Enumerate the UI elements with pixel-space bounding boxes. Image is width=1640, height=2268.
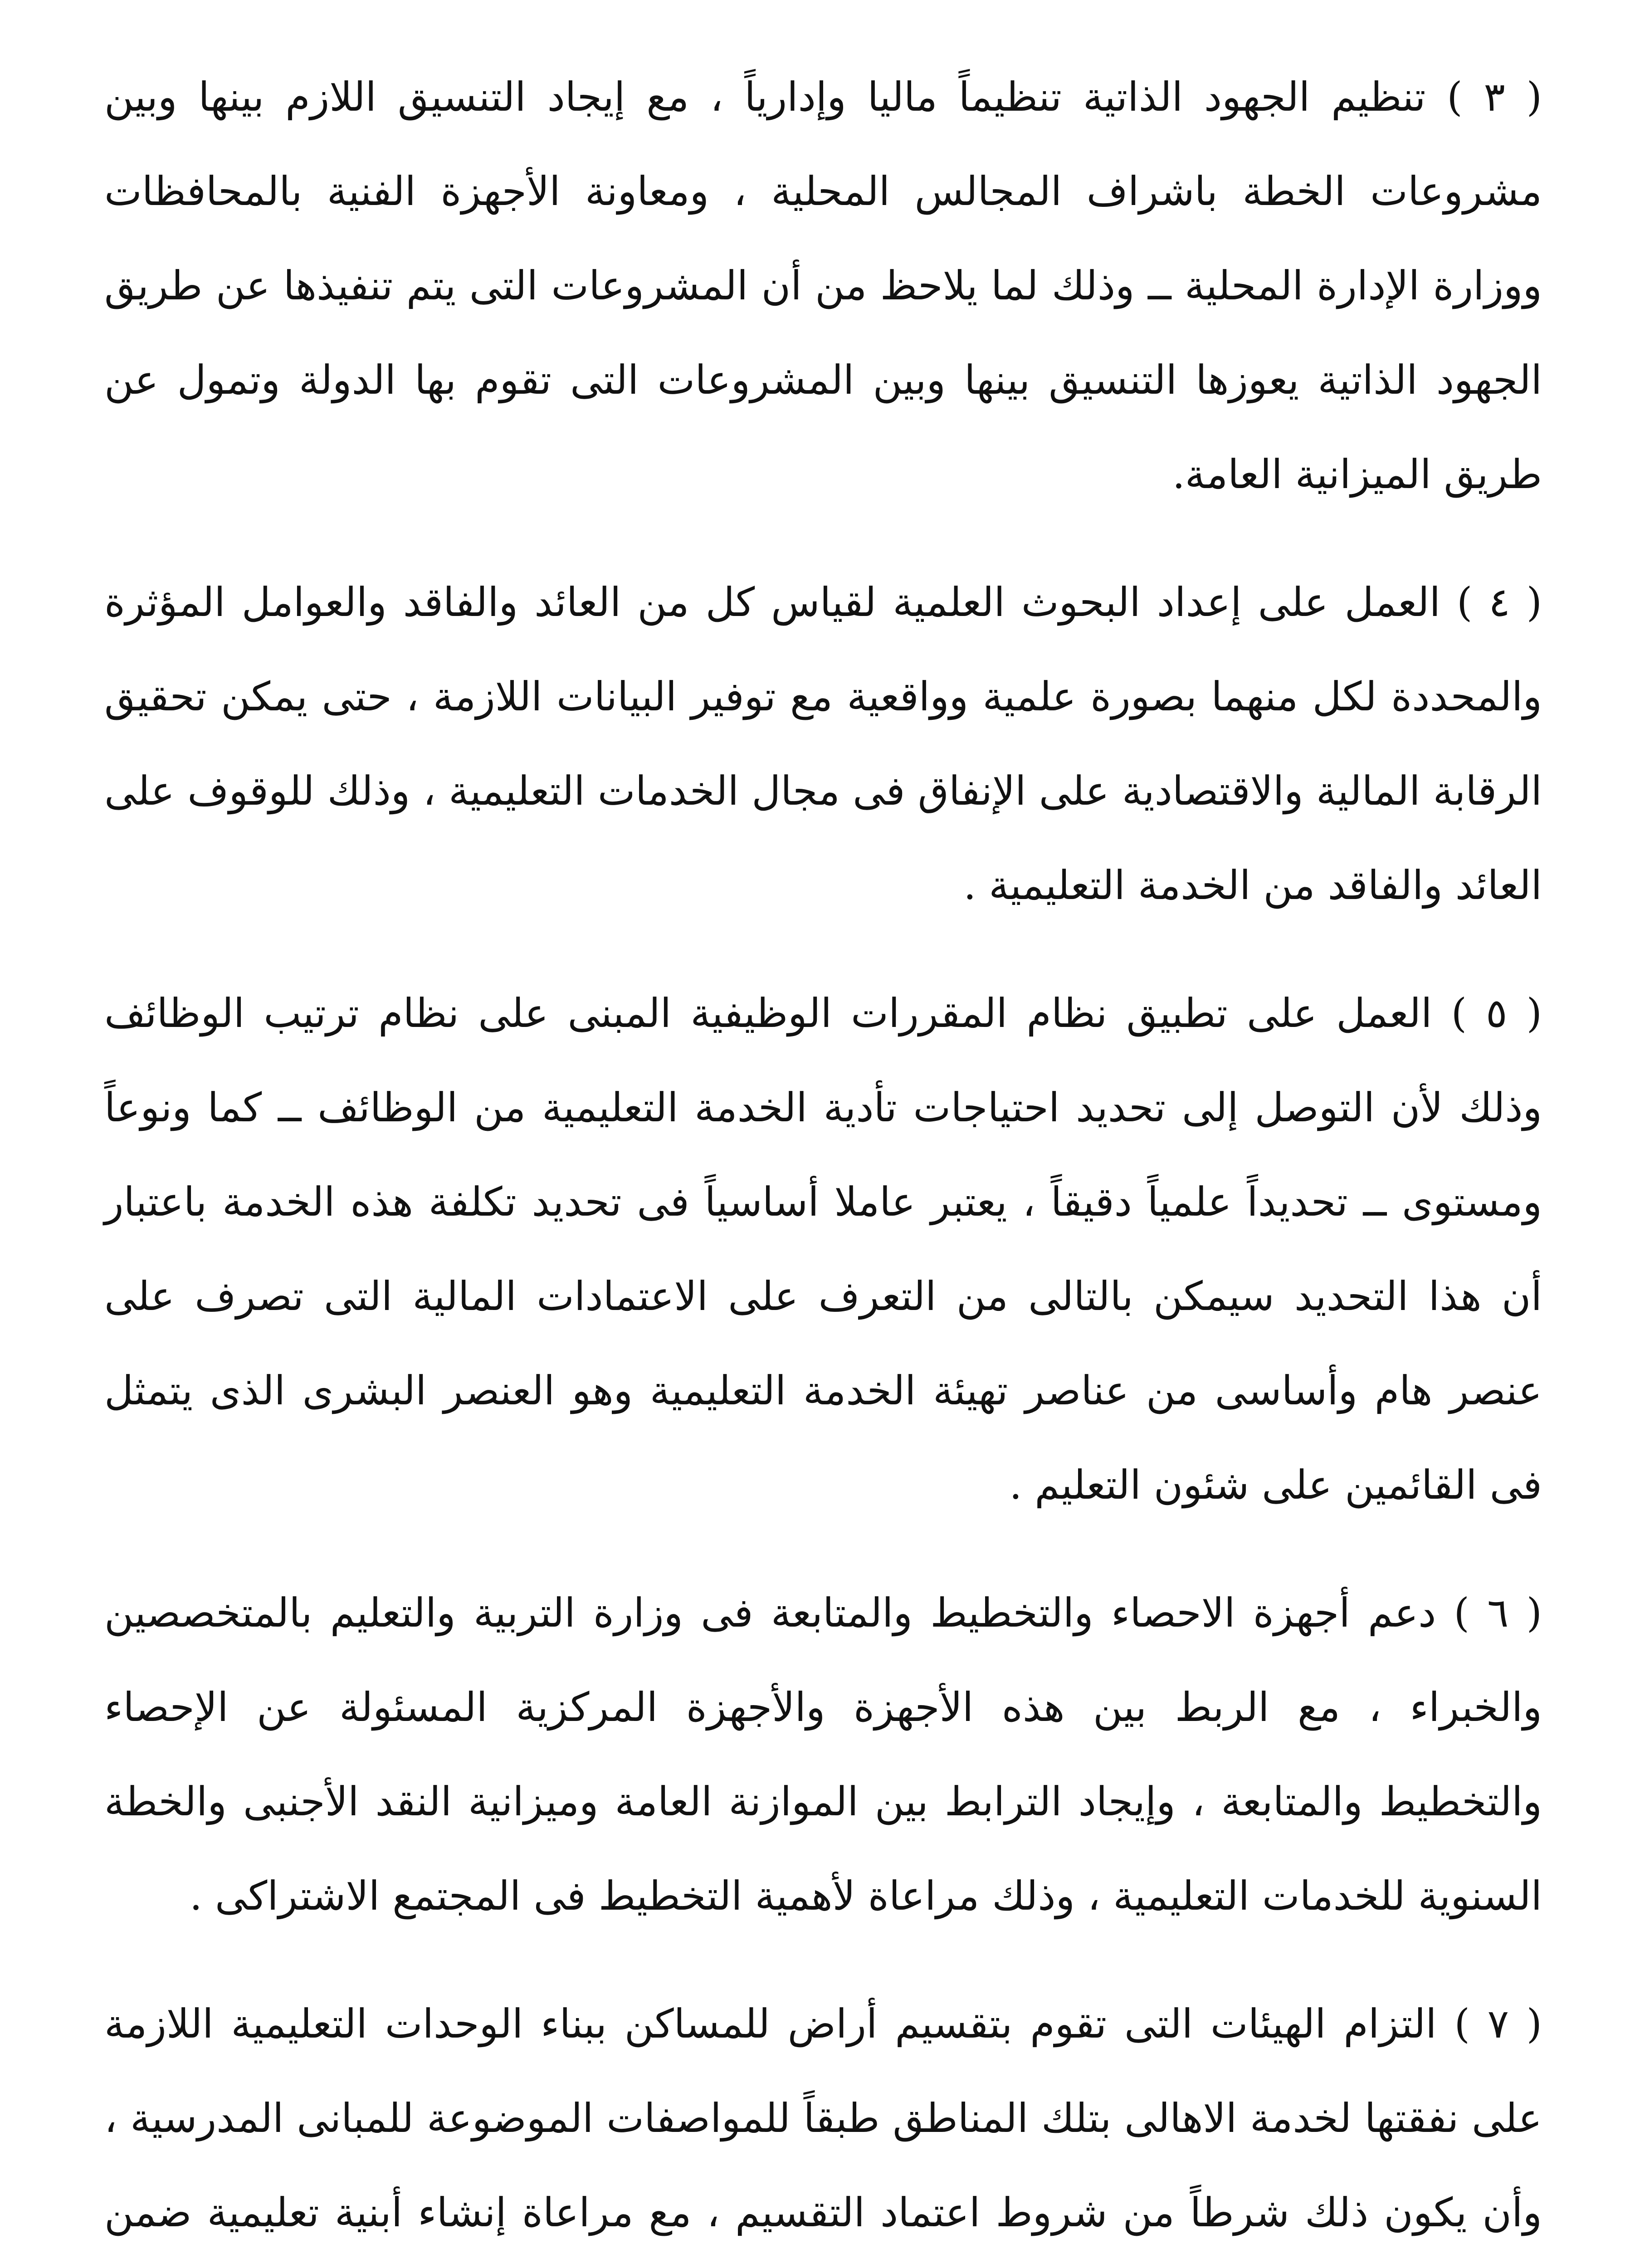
- body-text: [104, 50, 1542, 2268]
- paragraph-5: ( ٥ ) العمل على تطبيق نظام المقررات الوظيفية المبنى على نظام ترتيب الوظائف وذلك لأن التوصل إلى تحديد احتياجات تأدية الخدمة التعليمية من الوظائف ــ كما ونوعاً ومستوى ــ تحديداً علمياً دقيقاً ، يعتبر عاملا أساسياً فى تحديد تكلفة هذه الخدمة باعتبار أن هذا التحديد سيمكن بالتالى من التعرف على الاعتمادات المالية التى تصرف على عنصر هام وأساسى من عناصر تهيئة الخدمة التعليمية وهو العنصر البشرى الذى يتمثل فى القائمين على شئون التعليم .: [104, 990, 1542, 1508]
- paragraph-4: ( ٤ ) العمل على إعداد البحوث العلمية لقياس كل من العائد والفاقد والعوامل المؤثرة والمحددة لكل منهما بصورة علمية وواقعية مع توفير البيانات اللازمة ، حتى يمكن تحقيق الرقابة المالية والاقتصادية على الإنفاق فى مجال الخدمات التعليمية ، وذلك للوقوف على العائد والفاقد من الخدمة التعليمية .: [104, 579, 1542, 909]
- paragraph-6: ( ٦ ) دعم أجهزة الاحصاء والتخطيط والمتابعة فى وزارة التربية والتعليم بالمتخصصين والخبراء ، مع الربط بين هذه الأجهزة والأجهزة المركزية المسئولة عن الإحصاء والتخطيط والمتابعة ، وإيجاد الترابط بين الموازنة العامة وميزانية النقد الأجنبى والخطة السنوية للخدمات التعليمية ، وذلك مراعاة لأهمية التخطيط فى المجتمع الاشتراكى .: [104, 1589, 1542, 1919]
- paragraph-3: ( ٣ ) تنظيم الجهود الذاتية تنظيماً ماليا وإدارياً ، مع إيجاد التنسيق اللازم بينها وبين مشروعات الخطة باشراف المجالس المحلية ، ومعاونة الأجهزة الفنية بالمحافظات ووزارة الإدارة المحلية ــ وذلك لما يلاحظ من أن المشروعات التى يتم تنفيذها عن طريق الجهود الذاتية يعوزها التنسيق بينها وبين المشروعات التى تقوم بها الدولة وتمول عن طريق الميزانية العامة.: [104, 73, 1542, 498]
- paragraph-7: ( ٧ ) التزام الهيئات التى تقوم بتقسيم أراض للمساكن ببناء الوحدات التعليمية اللازمة على نفقتها لخدمة الاهالى بتلك المناطق طبقاً للمواصفات الموضوعة للمبانى المدرسية ، وأن يكون ذلك شرطاً من شروط اعتماد التقسيم ، مع مراعاة إنشاء أبنية تعليمية ضمن: [104, 2000, 1542, 2236]
